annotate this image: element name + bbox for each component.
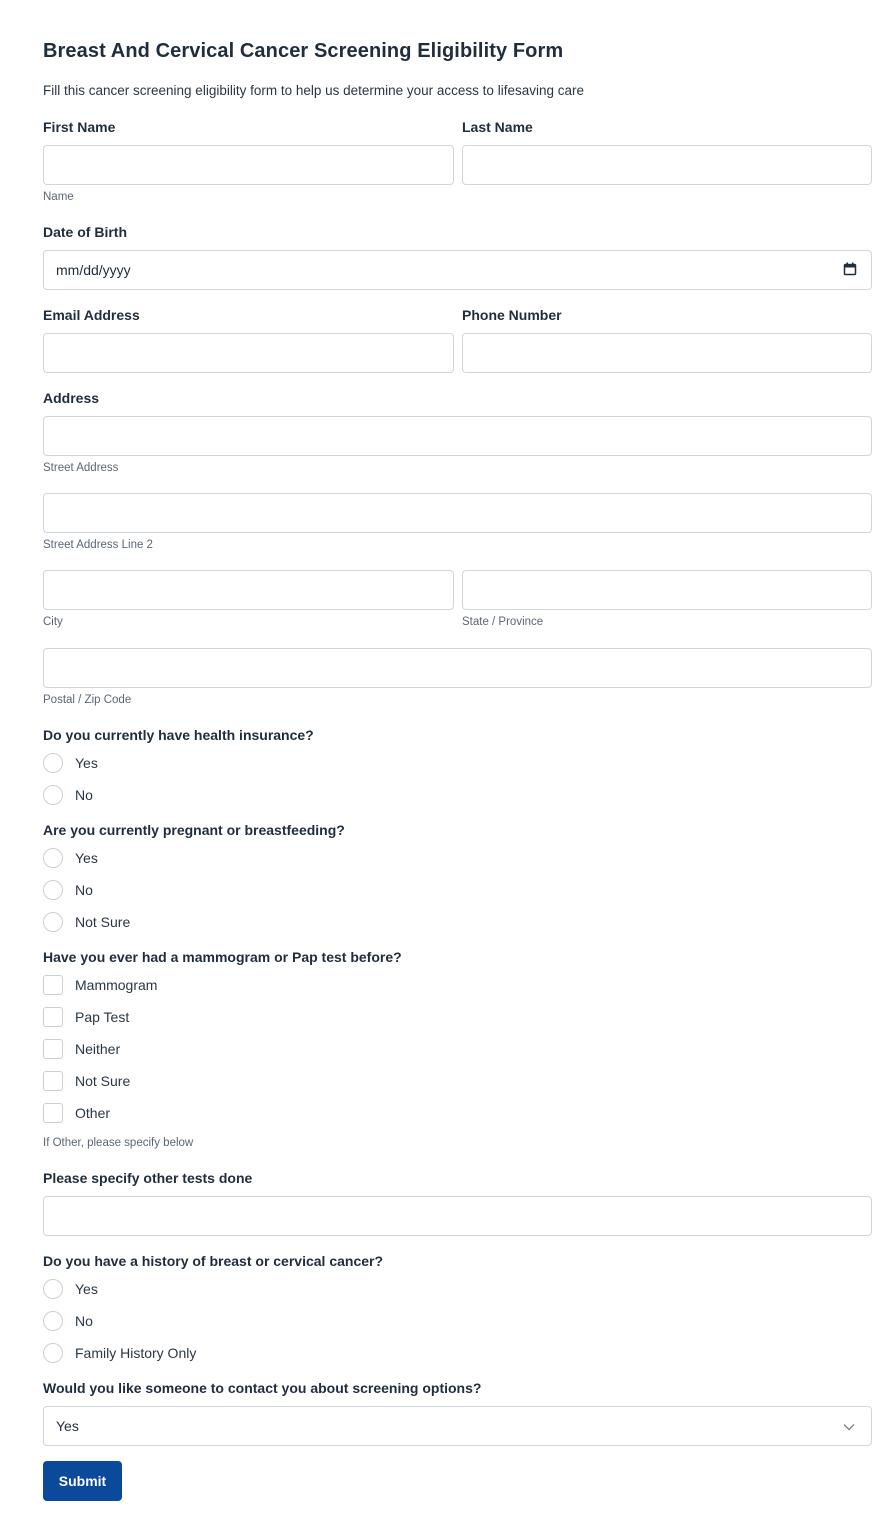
history-yes-radio[interactable] <box>43 1279 63 1299</box>
dob-input[interactable] <box>43 250 872 290</box>
calendar-icon[interactable] <box>843 262 857 279</box>
city-input[interactable] <box>43 570 454 610</box>
pregnant-not-sure-radio[interactable] <box>43 912 63 932</box>
pregnant-not-sure-label: Not Sure <box>75 914 131 930</box>
street-address-input[interactable] <box>43 416 872 456</box>
tests-mammogram-checkbox[interactable] <box>43 975 63 995</box>
form-title: Breast And Cervical Cancer Screening Eligibility Form <box>43 40 564 62</box>
tests-sublabel: If Other, please specify below <box>43 1137 194 1149</box>
contact-selected-value: Yes <box>56 1418 79 1434</box>
insurance-no-radio[interactable] <box>43 785 63 805</box>
tests-not-sure-label: Not Sure <box>75 1073 131 1089</box>
city-sublabel: City <box>43 616 63 628</box>
history-no-radio[interactable] <box>43 1311 63 1331</box>
first-name-input[interactable] <box>43 145 454 185</box>
tests-neither-checkbox[interactable] <box>43 1039 63 1059</box>
tests-not-sure-checkbox[interactable] <box>43 1071 63 1091</box>
submit-button[interactable]: Submit <box>43 1461 122 1501</box>
form-description: Fill this cancer screening eligibility form to help us determine your access to lifesaving care <box>43 83 584 98</box>
insurance-yes-radio[interactable] <box>43 753 63 773</box>
tests-other-label: Other <box>75 1105 111 1121</box>
history-family-radio[interactable] <box>43 1343 63 1363</box>
email-input[interactable] <box>43 333 454 373</box>
address-label: Address <box>43 390 100 406</box>
dob-label: Date of Birth <box>43 224 127 240</box>
state-sublabel: State / Province <box>462 616 544 628</box>
zip-input[interactable] <box>43 648 872 688</box>
name-sublabel: Name <box>43 191 74 203</box>
insurance-no-label: No <box>75 787 93 803</box>
first-name-label: First Name <box>43 119 116 135</box>
zip-sublabel: Postal / Zip Code <box>43 694 132 706</box>
tests-pap-checkbox[interactable] <box>43 1007 63 1027</box>
tests-mammogram-label: Mammogram <box>75 977 158 993</box>
insurance-yes-label: Yes <box>75 755 98 771</box>
history-question: Do you have a history of breast or cervical cancer? <box>43 1253 384 1269</box>
history-no-label: No <box>75 1313 93 1329</box>
last-name-label: Last Name <box>462 119 533 135</box>
street-address-sublabel: Street Address <box>43 462 119 474</box>
contact-question: Would you like someone to contact you about screening options? <box>43 1380 482 1396</box>
last-name-input[interactable] <box>462 145 872 185</box>
pregnant-yes-label: Yes <box>75 850 98 866</box>
state-input[interactable] <box>462 570 872 610</box>
pregnant-yes-radio[interactable] <box>43 848 63 868</box>
tests-other-checkbox[interactable] <box>43 1103 63 1123</box>
email-label: Email Address <box>43 307 140 323</box>
tests-pap-label: Pap Test <box>75 1009 130 1025</box>
contact-select[interactable] <box>43 1406 872 1446</box>
other-tests-label: Please specify other tests done <box>43 1170 253 1186</box>
other-tests-input[interactable] <box>43 1196 872 1236</box>
chevron-down-icon[interactable] <box>843 1418 855 1434</box>
history-family-label: Family History Only <box>75 1345 197 1361</box>
phone-label: Phone Number <box>462 307 562 323</box>
pregnant-no-label: No <box>75 882 93 898</box>
insurance-question: Do you currently have health insurance? <box>43 727 314 743</box>
dob-placeholder: mm/dd/yyyy <box>56 262 131 278</box>
pregnant-no-radio[interactable] <box>43 880 63 900</box>
pregnant-question: Are you currently pregnant or breastfeeding? <box>43 822 345 838</box>
tests-question: Have you ever had a mammogram or Pap test before? <box>43 949 402 965</box>
street-address-line2-sublabel: Street Address Line 2 <box>43 539 153 551</box>
tests-neither-label: Neither <box>75 1041 121 1057</box>
phone-input[interactable] <box>462 333 872 373</box>
history-yes-label: Yes <box>75 1281 98 1297</box>
street-address-line2-input[interactable] <box>43 493 872 533</box>
